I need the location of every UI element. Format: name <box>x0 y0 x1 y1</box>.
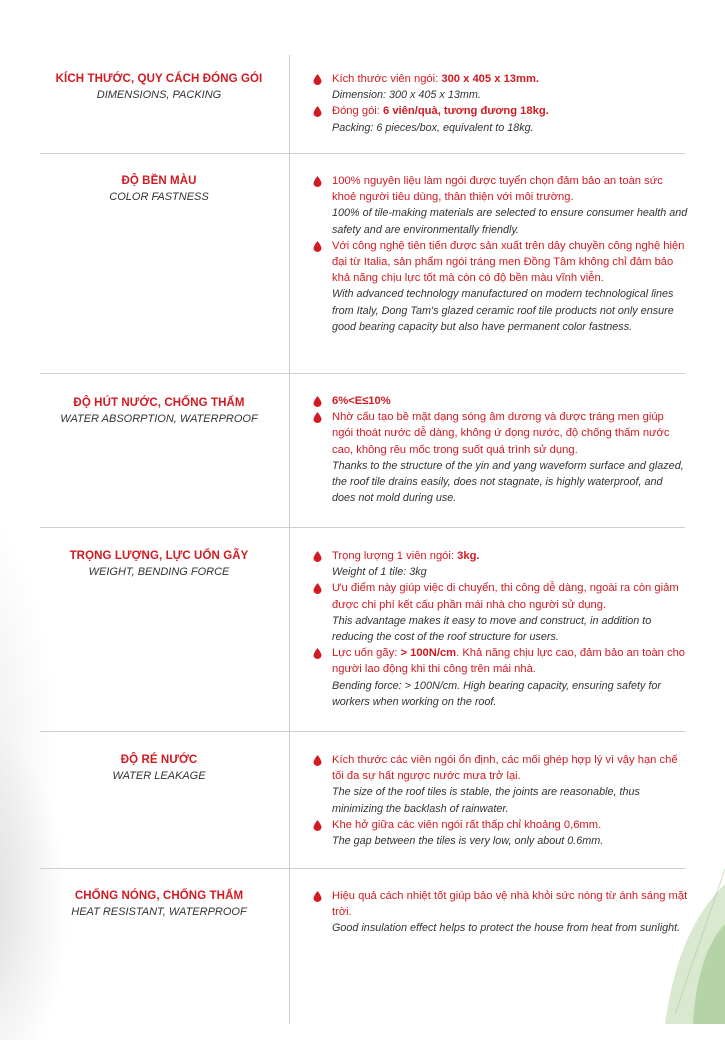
drop-icon <box>313 396 322 407</box>
section-divider <box>40 373 685 374</box>
section-subtitle: DIMENSIONS, PACKING <box>96 89 222 101</box>
drop-icon <box>313 74 322 85</box>
list-item: Ưu điểm này giúp việc di chuyển, thi công dễ dàng, ngoài ra còn giảm được chi phí kết cấu phần mái nhà cho người sử dụng. This advantage makes it easy to move and construct, in addition to reducing the cost of the roof structure for users. <box>313 580 688 645</box>
list-item: 6%<E≤10% <box>313 393 688 409</box>
list-item: Hiệu quả cách nhiệt tốt giúp bảo vệ nhà khỏi sức nóng từ ánh sáng mặt trời. Good insulation effect helps to protect the house from heat from sunlight. <box>313 888 688 937</box>
section-divider <box>40 153 685 154</box>
section-title: CHỐNG NÓNG, CHỐNG THẤM <box>74 890 244 902</box>
vertical-divider <box>289 55 290 1024</box>
section-subtitle: WATER LEAKAGE <box>112 770 206 782</box>
section-divider <box>40 731 685 732</box>
drop-icon <box>313 412 322 423</box>
list-item: Trọng lượng 1 viên ngói: 3kg. Weight of 1 tile: 3kg <box>313 548 688 580</box>
section-subtitle: WATER ABSORPTION, WATERPROOF <box>60 413 258 425</box>
section-title: ĐỘ HÚT NƯỚC, CHỐNG THẤM <box>73 397 245 409</box>
drop-icon <box>313 891 322 902</box>
drop-icon <box>313 241 322 252</box>
section-divider <box>40 868 685 869</box>
drop-icon <box>313 755 322 766</box>
list-item: Nhờ cấu tạo bề mặt dạng sóng âm dương và được tráng men giúp ngói thoát nước dễ dàng, không ứ đọng nước, độ chống thấm nước cao, không rêu mốc trong suốt quá trình sử dụng. Thanks to the structure of the yin and yang waveform surface and glazed, the roof tile drains easily, does not stagnate, is highly waterproof, and does not mold during use. <box>313 409 688 506</box>
drop-icon <box>313 176 322 187</box>
section-subtitle: HEAT RESISTANT, WATERPROOF <box>71 906 247 918</box>
list-item: Lực uốn gãy: > 100N/cm. Khả năng chịu lực cao, đảm bảo an toàn cho người lao động khi thi công trên mái nhà. Bending force: > 100N/cm. High bearing capacity, ensuring safety for workers when working on the roof. <box>313 645 688 710</box>
list-item: Với công nghệ tiên tiến được sản xuất trên dây chuyền công nghệ hiện đại từ Italia, sản phẩm ngói tráng men Đồng Tâm không chỉ đảm bảo khả năng chịu lực tốt mà còn có độ bền màu vĩnh viễn. With advanced technology manufactured on modern technological lines from Italy, Dong Tam's glazed ceramic roof tile products not only ensure good bearing capacity but also have permanent color fastness. <box>313 238 688 335</box>
list-item: Kích thước các viên ngói ổn định, các mối ghép hợp lý vì vậy hạn chế tối đa sự hất ngược nước mưa trở lại. The size of the roof tiles is stable, the joints are reasonable, thus minimizing the backlash of rainwater. <box>313 752 688 817</box>
section-title: TRỌNG LƯỢNG, LỰC UỐN GÃY <box>69 550 249 562</box>
section-divider <box>40 527 685 528</box>
section-subtitle: WEIGHT, BENDING FORCE <box>88 566 230 578</box>
drop-icon <box>313 106 322 117</box>
section-title: ĐỘ RÉ NƯỚC <box>120 754 198 766</box>
drop-icon <box>313 583 322 594</box>
drop-icon <box>313 551 322 562</box>
list-item: Khe hở giữa các viên ngói rất thấp chỉ khoảng 0,6mm. The gap between the tiles is very low, only about 0.6mm. <box>313 817 688 849</box>
section-subtitle: COLOR FASTNESS <box>109 191 209 203</box>
list-item: Kích thước viên ngói: 300 x 405 x 13mm. Dimension: 300 x 405 x 13mm. <box>313 71 688 103</box>
list-item: 100% nguyên liệu làm ngói được tuyển chọn đảm bảo an toàn sức khoẻ người tiêu dùng, thân thiện với môi trường. 100% of tile-making materials are selected to ensure consumer health and safety and are environmentally friendly. <box>313 173 688 238</box>
drop-icon <box>313 820 322 831</box>
list-item: Đóng gói: 6 viên/quà, tương đương 18kg. Packing: 6 pieces/box, equivalent to 18kg. <box>313 103 688 135</box>
section-title: ĐỘ BỀN MÀU <box>121 175 197 187</box>
section-title: KÍCH THƯỚC, QUY CÁCH ĐÓNG GÓI <box>55 73 263 85</box>
drop-icon <box>313 648 322 659</box>
